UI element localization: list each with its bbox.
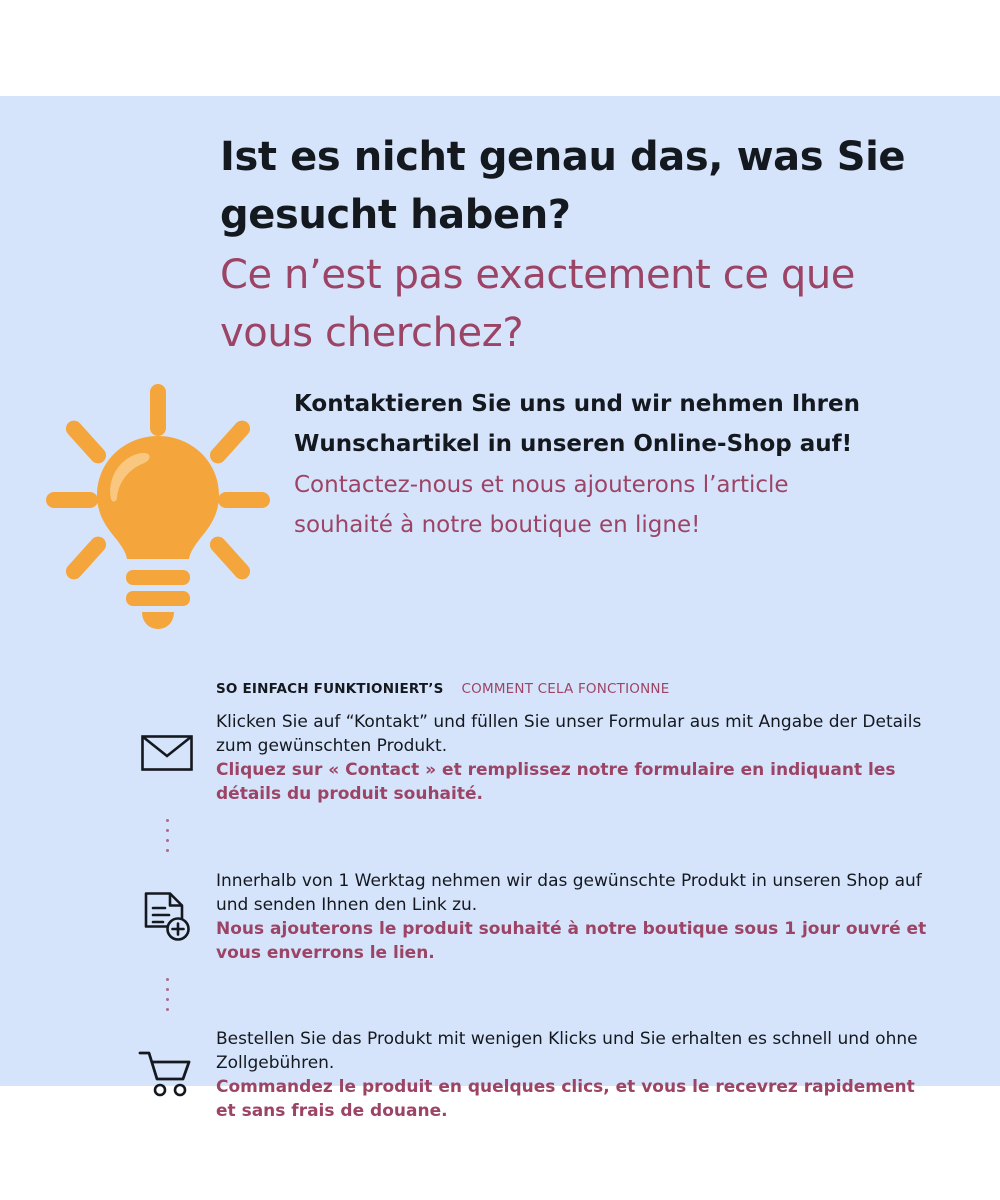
step-french: Nous ajouterons le produit souhaité à notre boutique sous 1 jour ouvré et vous enverrons le lien. [216,918,927,963]
step-german: Klicken Sie auf “Kontakt” und füllen Sie unser Formular aus mit Angabe der Details zum gewünschten Produkt. [216,712,922,757]
dotted-connector [118,965,216,1023]
steps-heading-french: COMMENT CELA FONCTIONNE [461,681,670,697]
headline-german: Ist es nicht genau das, was Sie gesucht haben? [220,134,906,238]
step-icon-slot [118,706,216,774]
step-icon-slot [118,865,216,945]
dotted-connector [118,807,216,865]
step-german: Bestellen Sie das Produkt mit wenigen Klicks und Sie erhalten es schnell und ohne Zollgebühren. [216,1029,918,1074]
lightbulb-illustration [38,382,278,632]
step-french: Commandez le produit en quelques clics, et vous le recevrez rapidement et sans frais de douane. [216,1077,915,1122]
step-text [216,1023,938,1124]
steps-heading-german: SO EINFACH FUNKTIONIERT’S [216,681,444,697]
intro-block [294,385,894,545]
step-item [118,865,938,966]
step-connector-row [118,807,938,865]
step-text [216,865,938,966]
envelope-icon [140,732,194,774]
shopping-cart-icon [138,1049,196,1097]
intro-french: Contactez-nous et nous ajouterons l’article souhaité à notre boutique en ligne! [294,472,789,538]
step-text [216,706,938,807]
document-add-icon [142,891,192,945]
lightbulb-icon [38,382,278,632]
step-item [118,706,938,807]
step-german: Innerhalb von 1 Werktag nehmen wir das gewünschte Produkt in unseren Shop auf und senden Ihnen den Link zu. [216,870,922,915]
steps-heading [216,681,669,697]
steps-list [118,706,938,1124]
step-connector-row [118,965,938,1023]
step-icon-slot [118,1023,216,1097]
headline-french: Ce n’est pas exactement ce que vous cherchez? [220,252,855,356]
intro-german: Kontaktieren Sie uns und wir nehmen Ihren Wunschartikel in unseren Online-Shop auf! [294,391,860,457]
step-item [118,1023,938,1124]
headline-block [220,128,940,362]
step-french: Cliquez sur « Contact » et remplissez notre formulaire en indiquant les détails du produit souhaité. [216,760,896,805]
